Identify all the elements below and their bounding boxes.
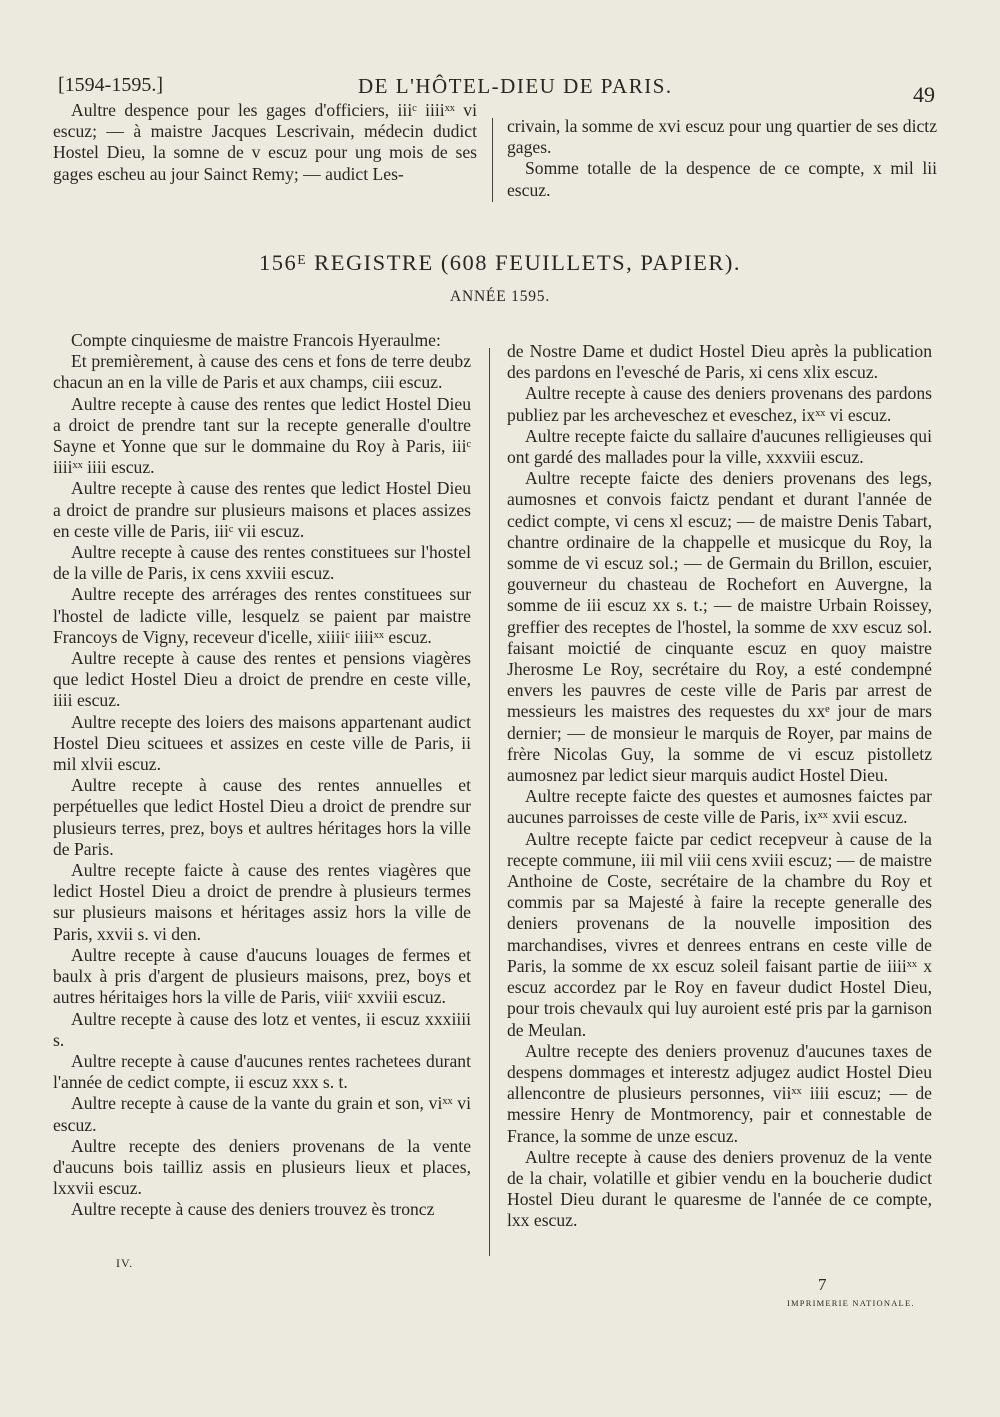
paragraph: Aultre recepte à cause de la vante du grain et son, viˣˣ vi escuz. (53, 1093, 471, 1135)
paragraph: Aultre recepte des loiers des maisons appartenant audict Hostel Dieu scituees et assizes en ceste ville de Paris, ii mil xlvii escuz. (53, 711, 471, 775)
paragraph: Aultre recepte faicte du sallaire d'aucunes relligieuses qui ont gardé des mallades pour la ville, xxxviii escuz. (507, 425, 932, 468)
body-left-column (53, 330, 471, 1221)
paragraph: Aultre recepte à cause des deniers provenuz de la vente de la chair, volatille et gibier vendu en la boucherie dudict Hostel Dieu durant le quaresme de l'année de ce compte, lxx escuz. (507, 1146, 932, 1231)
paragraph: Aultre recepte à cause des rentes et pensions viagères que ledict Hostel Dieu a droict de prendre en ceste ville, iiii escuz. (53, 648, 471, 711)
paragraph: Aultre recepte des deniers provenans de la vente d'aucuns bois tailliz assis en plusieurs lieux et places, lxxvii escuz. (53, 1135, 471, 1199)
sheet-number: 7 (818, 1275, 827, 1294)
paragraph: Aultre recepte faicte des deniers provenans des legs, aumosnes et convois faictz pendant et durant l'année de cedict compte, vi cens xl escuz; — de maistre Denis Tabart, chantre ordinaire de la chappelle et musicque du Roy, la somme de vi escuz sol.; — de Germain du Brillon, escuier, gouverneur du chasteau de Rochefort en Auvergne, la somme de iii escuz xx s. t.; — de maistre Urbain Roissey, greffier des receptes de l'hostel, la somme de xxv escuz sol. faisant moictié de cinquante escuz en quoy maistre Jherosme Le Roy, secrétaire du Roy, a esté condempné envers les pauvres de ceste ville de Paris par arrest de messieurs les maistres des requestes du xxᵉ jour de mars dernier; — de monsieur le marquis de Royer, par mains de frère Nicolas Guy, la somme de vi escuz pistolletz aumosnez par ledict sieur marquis audict Hostel Dieu. (507, 468, 932, 786)
running-head (58, 70, 935, 107)
paragraph: de Nostre Dame et dudict Hostel Dieu après la publication des pardons en l'evesché de Paris, xi cens xlix escuz. (507, 341, 932, 383)
paragraph: Aultre despence pour les gages d'officiers, iiiᶜ iiiiˣˣ vi escuz; — à maistre Jacques Lescrivain, médecin dudict Hostel Dieu, la somne de v escuz pour ung mois de ses gages escheu au jour Sainct Remy; — audict Les- (53, 100, 477, 184)
printer-imprint: IMPRIMERIE NATIONALE. (787, 1298, 915, 1308)
paragraph: Aultre recepte à cause des rentes annuelles et perpétuelles que ledict Hostel Dieu a droict de prendre sur plusieurs terres, prez, boys et aultres héritages hors la ville de Paris. (53, 775, 471, 859)
paragraph: Aultre recepte à cause des rentes que ledict Hostel Dieu a droict de prandre sur plusieurs maisons et places assizes en ceste ville de Paris, iiiᶜ vii escuz. (53, 478, 471, 541)
paragraph: Aultre recepte à cause d'aucunes rentes rachetees durant l'année de cedict compte, ii escuz xxx s. t. (53, 1050, 471, 1093)
section-title: 156ᴱ REGISTRE (608 FEUILLETS, PAPIER). (258, 250, 741, 275)
page-number: 49 (913, 82, 935, 107)
body-right-column (507, 341, 932, 1232)
paragraph: Aultre recepte à cause des deniers provenans des pardons publiez par les archeveschez et eveschez, ixˣˣ vi escuz. (507, 383, 932, 425)
header-title: DE L'HÔTEL-DIEU DE PARIS. (358, 74, 673, 98)
paragraph: Aultre recepte faicte des questes et aumosnes faictes par aucunes parroisses de ceste ville de Paris, ixˣˣ xvii escuz. (507, 786, 932, 828)
paragraph: Aultre recepte faicte à cause des rentes viagères que ledict Hostel Dieu a droict de prendre à plusieurs termes sur plusieurs maisons et héritages assiz hors la ville de Paris, xxvii s. vi den. (53, 860, 471, 944)
header-date-range: [1594-1595.] (58, 74, 163, 96)
paragraph: Aultre recepte à cause des rentes constituees sur l'hostel de la ville de Paris, ix cens xxviii escuz. (53, 542, 471, 584)
top-right-column (507, 116, 937, 201)
paragraph: Aultre recepte des arrérages des rentes constituees sur l'hostel de ladicte ville, lesquelz se paient par maistre Francoys de Vigny, receveur d'icelle, xiiiiᶜ iiiiˣˣ escuz. (53, 584, 471, 647)
section-year: ANNÉE 1595. (449, 288, 551, 305)
paragraph: Aultre recepte à cause des rentes que ledict Hostel Dieu a droict de prendre tant sur la recepte generalle d'oultre Sayne et Yonne que sur le dommaine du Roy à Paris, iiiᶜ iiiiˣˣ iiii escuz. (53, 393, 471, 478)
paragraph: Aultre recepte faicte par cedict recepveur à cause de la recepte commune, iii mil viii cens xviii escuz; — de maistre Anthoine de Coste, secrétaire de la chambre du Roy et commis par sa Majesté à faire la recepte generalle des deniers provenans de la nouvelle imposition des marchandises, vivres et denrees entrans en ceste ville de Paris, la somme de xx escuz soleil faisant partie de iiiiˣˣ x escuz accordez par le Roy en faveur dudict Hostel Dieu, pour trois chevaulx qui luy auroient esté pris par la garnison de Meulan. (507, 828, 932, 1040)
signature-mark: IV. (116, 1256, 134, 1270)
paragraph: Aultre recepte à cause d'aucuns louages de fermes et baulx à pris d'argent de plusieurs maisons, prez, boys et autres héritaiges hors la ville de Paris, viiiᶜ xxviii escuz. (53, 944, 471, 1008)
paragraph: Aultre recepte des deniers provenuz d'aucunes taxes de despens dommages et interestz adjugez audict Hostel Dieu allencontre de plusieurs personnes, viiˣˣ iiii escuz; — de messire Henry de Montmorency, pair et connestable de France, la somme de unze escuz. (507, 1040, 932, 1146)
paragraph: Et premièrement, à cause des cens et fons de terre deubz chacun an en la ville de Paris et aux champs, ciii escuz. (53, 351, 471, 393)
top-left-column (53, 100, 477, 185)
paragraph: Aultre recepte à cause des deniers trouvez ès troncz (71, 1199, 435, 1220)
paragraph: Somme totalle de la despence de ce compte, x mil lii escuz. (507, 158, 937, 200)
paragraph: Aultre recepte à cause des lotz et ventes, ii escuz xxxiiii s. (53, 1008, 471, 1050)
paragraph: crivain, la somme de xvi escuz pour ung quartier de ses dictz gages. (507, 116, 937, 158)
column-divider-top (492, 118, 493, 202)
paragraph: Compte cinquiesme de maistre Francois Hyeraulme: (71, 330, 441, 350)
column-divider (489, 348, 490, 1256)
